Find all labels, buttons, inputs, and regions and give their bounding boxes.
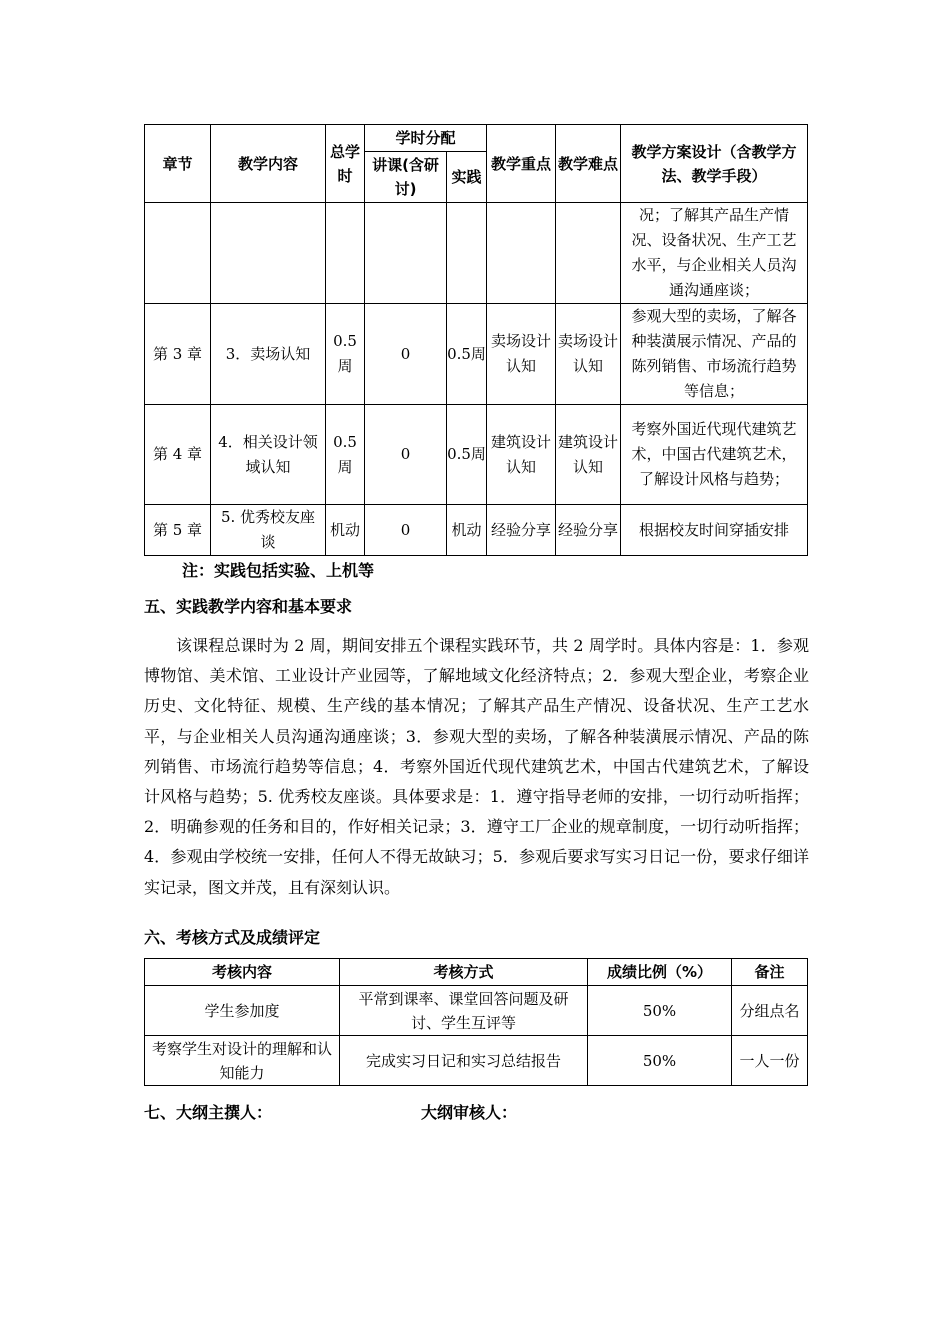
header-remarks: 备注: [732, 959, 808, 986]
cell-difficulties: [556, 203, 621, 304]
cell-practice: 0.5周: [447, 304, 487, 405]
cell-difficulties: 建筑设计认知: [556, 405, 621, 505]
section-six-heading: 六、考核方式及成绩评定: [144, 928, 321, 947]
header-content: 教学内容: [211, 125, 326, 203]
cell-key-points: [487, 203, 556, 304]
table-row: [145, 986, 808, 1036]
assessment-table: [144, 958, 808, 1086]
cell-remarks: 一人一份: [732, 1036, 808, 1086]
cell-remarks: 分组点名: [732, 986, 808, 1036]
header-plan: 教学方案设计（含教学方法、教学手段）: [621, 125, 808, 203]
section-five-body: 该课程总课时为 2 周，期间安排五个课程实践环节，共 2 周学时。具体内容是：1．参观博物馆、美术馆、工业设计产业园等，了解地域文化经济特点；2．参观大型企业，考察企业历史、文化特征、规模、生产线的基本情况；了解其产品生产情况、设备状况、生产工艺水平，与企业相关人员沟通沟通座谈；3．参观大型的卖场，了解各种装潢展示情况、产品的陈列销售、市场流行趋势等信息；4．考察外国近代现代建筑艺术，中国古代建筑艺术，了解设计风格与趋势；5. 优秀校友座谈。具体要求是：1．遵守指导老师的安排，一切行动听指挥；2．明确参观的任务和目的，作好相关记录；3．遵守工厂企业的规章制度，一切行动听指挥；4．参观由学校统一安排，任何人不得无故缺习；5．参观后要求写实习日记一份，要求仔细详实记录，图文并茂，且有深刻认识。: [144, 636, 809, 897]
cell-total: 0.5周: [326, 304, 365, 405]
section-five-heading: 五、实践教学内容和基本要求: [144, 597, 353, 616]
cell-chapter: [145, 203, 211, 304]
cell-lecture: 0: [365, 405, 447, 505]
cell-lecture: 0: [365, 505, 447, 556]
header-total-hours: 总学时: [326, 125, 365, 203]
cell-key-points: 建筑设计认知: [487, 405, 556, 505]
table-row: [145, 203, 808, 304]
table-row: [145, 505, 808, 556]
cell-chapter: 第 5 章: [145, 505, 211, 556]
cell-lecture: [365, 203, 447, 304]
cell-score-ratio: 50%: [588, 986, 732, 1036]
table-row: [145, 1036, 808, 1086]
header-lecture: 讲课(含研讨): [365, 152, 447, 203]
cell-total: 0.5周: [326, 405, 365, 505]
table-row: [145, 304, 808, 405]
header-key-points: 教学重点: [487, 125, 556, 203]
syllabus-author-label: 七、大纲主撰人：: [144, 1103, 273, 1122]
cell-plan: 根据校友时间穿插安排: [621, 505, 808, 556]
cell-key-points: 卖场设计认知: [487, 304, 556, 405]
cell-total: 机动: [326, 505, 365, 556]
header-assessment-content: 考核内容: [145, 959, 340, 986]
table-row: [145, 405, 808, 505]
header-score-ratio: 成绩比例（%）: [588, 959, 732, 986]
table-note: 注：实践包括实验、上机等: [182, 561, 375, 580]
header-difficulties: 教学难点: [556, 125, 621, 203]
cell-difficulties: 卖场设计认知: [556, 304, 621, 405]
cell-chapter: 第 4 章: [145, 405, 211, 505]
cell-practice: 机动: [447, 505, 487, 556]
header-hours-allocation: 学时分配: [365, 125, 487, 152]
cell-assessment-method: 平常到课率、课堂回答问题及研讨、学生互评等: [340, 986, 588, 1036]
cell-content: 3．卖场认知: [211, 304, 326, 405]
cell-score-ratio: 50%: [588, 1036, 732, 1086]
cell-difficulties: 经验分享: [556, 505, 621, 556]
cell-key-points: 经验分享: [487, 505, 556, 556]
cell-content: 4．相关设计领域认知: [211, 405, 326, 505]
teaching-schedule-table: [144, 124, 808, 556]
syllabus-reviewer-label: 大纲审核人：: [421, 1103, 518, 1122]
cell-practice: 0.5周: [447, 405, 487, 505]
cell-assessment-method: 完成实习日记和实习总结报告: [340, 1036, 588, 1086]
cell-content: [211, 203, 326, 304]
cell-chapter: 第 3 章: [145, 304, 211, 405]
cell-content: 5. 优秀校友座谈: [211, 505, 326, 556]
cell-total: [326, 203, 365, 304]
cell-practice: [447, 203, 487, 304]
cell-assessment-content: 学生参加度: [145, 986, 340, 1036]
cell-plan: 考察外国近代现代建筑艺术，中国古代建筑艺术，了解设计风格与趋势；: [621, 405, 808, 505]
header-chapter: 章节: [145, 125, 211, 203]
cell-lecture: 0: [365, 304, 447, 405]
cell-assessment-content: 考察学生对设计的理解和认知能力: [145, 1036, 340, 1086]
header-practice: 实践: [447, 152, 487, 203]
cell-plan: 参观大型的卖场，了解各种装潢展示情况、产品的陈列销售、市场流行趋势等信息；: [621, 304, 808, 405]
header-assessment-method: 考核方式: [340, 959, 588, 986]
cell-plan: 况；了解其产品生产情况、设备状况、生产工艺水平，与企业相关人员沟通沟通座谈；: [621, 203, 808, 304]
